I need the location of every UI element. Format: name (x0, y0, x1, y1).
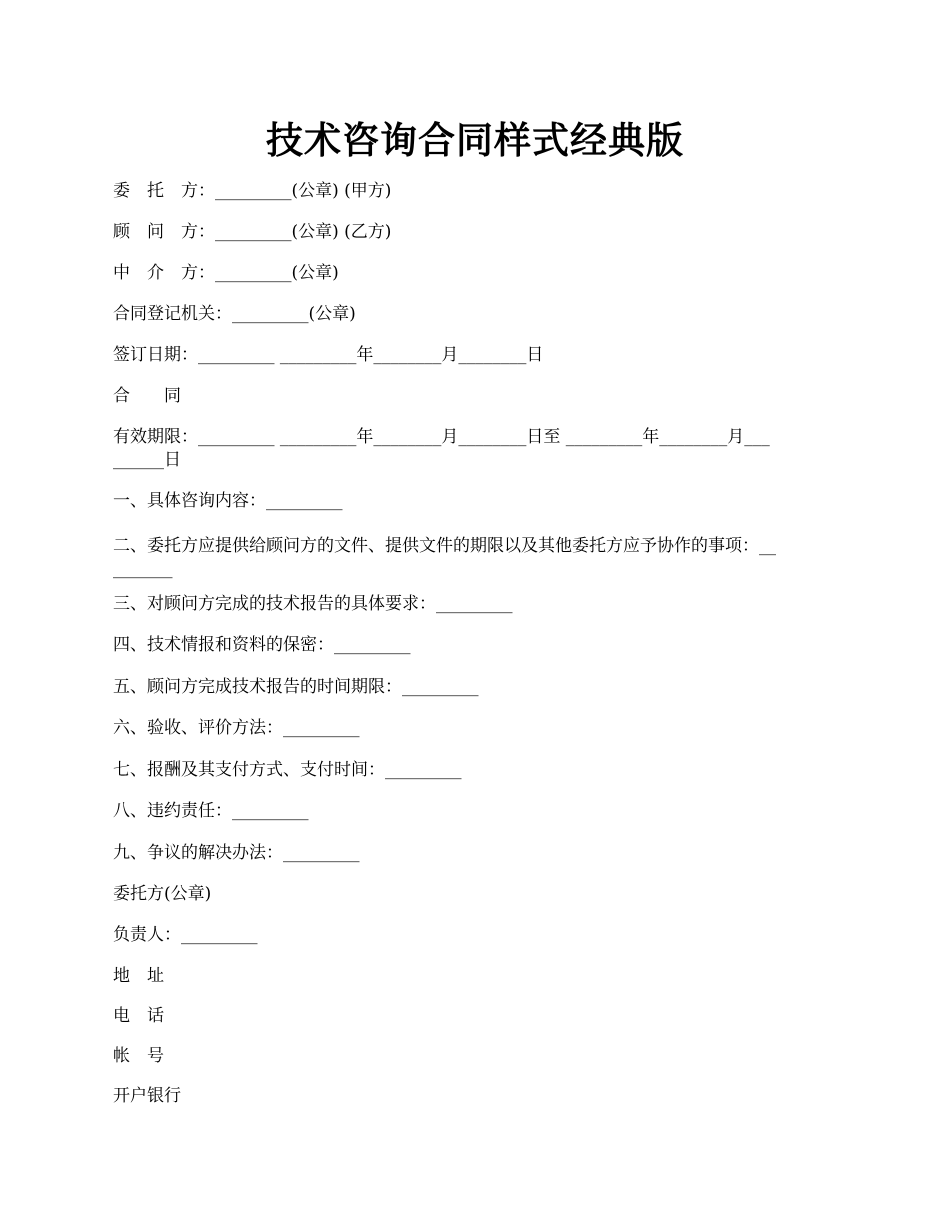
client-party-line: 委 托 方：_________(公章) (甲方) (113, 181, 392, 201)
consultant-party-line: 顾 问 方：_________(公章) (乙方) (113, 222, 392, 242)
clause-2-client-documents: 二、委托方应提供给顾问方的文件、提供文件的期限以及其他委托方应予协作的事项：__ _______ (113, 536, 776, 579)
signing-date-line: 签订日期：_________ _________年________月________日 (113, 345, 544, 365)
responsible-person-line: 负责人：_________ (113, 925, 258, 945)
client-seal-label: 委托方(公章) (113, 884, 212, 904)
phone-label: 电 话 (113, 1006, 164, 1026)
document-title: 技术咨询合同样式经典版 (266, 118, 684, 162)
registration-authority-line: 合同登记机关：_________(公章) (113, 304, 356, 324)
clause-4-confidentiality: 四、技术情报和资料的保密：_________ (113, 635, 411, 655)
clause-9-dispute-resolution: 九、争议的解决办法：_________ (113, 843, 360, 863)
intermediary-party-line: 中 介 方：_________(公章) (113, 263, 339, 283)
contract-heading-line: 合 同 (113, 386, 181, 406)
clause-3-report-requirements: 三、对顾问方完成的技术报告的具体要求：_________ (113, 594, 513, 614)
clause-6-acceptance-method: 六、验收、评价方法：_________ (113, 718, 360, 738)
address-label: 地 址 (113, 966, 164, 986)
validity-period-line: 有效期限：_________ _________年________月________日至 _________年________月___ ______日 (113, 427, 770, 470)
clause-1-consulting-content: 一、具体咨询内容：_________ (113, 491, 343, 511)
clause-5-report-deadline: 五、顾问方完成技术报告的时间期限：_________ (113, 677, 479, 697)
clause-7-payment: 七、报酬及其支付方式、支付时间：_________ (113, 760, 462, 780)
bank-label: 开户银行 (113, 1086, 181, 1106)
clause-8-breach-liability: 八、违约责任：_________ (113, 801, 309, 821)
account-label: 帐 号 (113, 1046, 164, 1066)
